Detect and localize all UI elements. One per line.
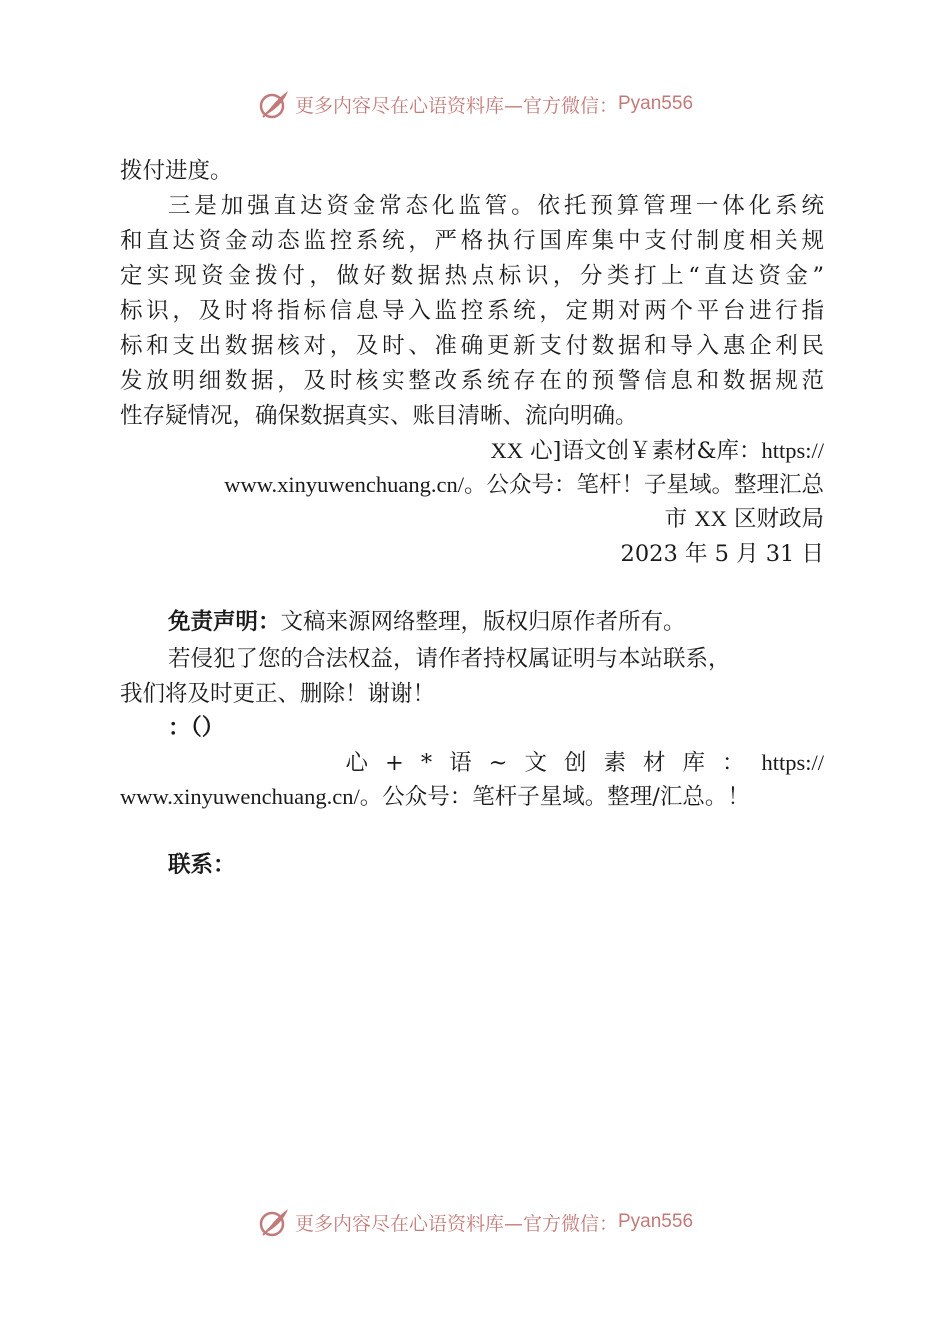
source-line [120,468,824,502]
quill-logo-icon [257,1205,291,1239]
disclaimer-line: 我们将及时更正、删除！谢谢！ [120,681,436,707]
source-text: 。公众号：笔杆！子星域。整理汇总 [463,472,824,498]
source-url: www.xinyuwenchuang.cn/ [224,472,464,497]
source-xx: XX [490,438,524,463]
disclaimer-text: 文稿来源网络整理，版权归原作者所有。 [280,609,686,635]
source-text: 心]语文创￥素材&库： [530,438,762,464]
disclaimer-line: ：（） [168,715,225,741]
disclaimer-tail: 。公众号：笔杆子星域。整理/汇总。！ [359,784,750,810]
footer-watermark [0,1202,950,1242]
source-url: https:// [761,438,824,463]
paragraph-line: 拨付进度。 [120,158,233,184]
disclaimer-line: 若侵犯了您的合法权益，请作者持权属证明与本站联系， [168,646,731,672]
source-line [120,434,824,468]
disclaimer-line [120,605,824,639]
disclaimer-source-line [120,780,824,814]
org-prefix: 市 [664,506,688,532]
paragraph-line: 标识，及时将指标信息导入监控系统，定期对两个平台进行指 [120,298,824,324]
paragraph-line: 性存疑情况，确保数据真实、账目清晰、流向明确。 [120,403,638,429]
org-suffix: 区财政局 [733,506,824,532]
org-xx: XX [694,506,727,531]
disclaimer-label: 免责声明： [168,609,281,635]
signature-date: 2023 年 5 月 31 日 [620,541,824,567]
quill-logo-icon [257,87,291,121]
disclaimer-url: https:// [761,750,824,775]
header-watermark-text: 更多内容尽在心语资料库—官方微信： [294,94,618,117]
paragraph-line: 三是加强直达资金常态化监管。依托预算管理一体化系统 [168,193,824,219]
contact-label: 联系： [168,852,236,878]
header-watermark-id: Pyan556 [618,93,694,114]
disclaimer-url: www.xinyuwenchuang.cn/ [120,784,360,809]
paragraph-line: 标和支出数据核对，及时、准确更新支付数据和导入惠企利民 [120,333,824,359]
disclaimer-source-line [120,746,824,780]
footer-watermark-text: 更多内容尽在心语资料库—官方微信： [294,1212,618,1235]
paragraph-line: 和直达资金动态监控系统，严格执行国库集中支付制度相关规 [120,228,824,254]
paragraph-line: 发放明细数据，及时核实整改系统存在的预警信息和数据规范 [120,368,824,394]
paragraph-line: 定实现资金拨付，做好数据热点标识，分类打上“直达资金” [120,263,824,289]
disclaimer-spaced-text: 心+*语~文创素材库： [345,750,762,776]
signature-org [120,502,824,536]
footer-watermark-id: Pyan556 [618,1211,694,1232]
header-watermark [0,84,950,124]
